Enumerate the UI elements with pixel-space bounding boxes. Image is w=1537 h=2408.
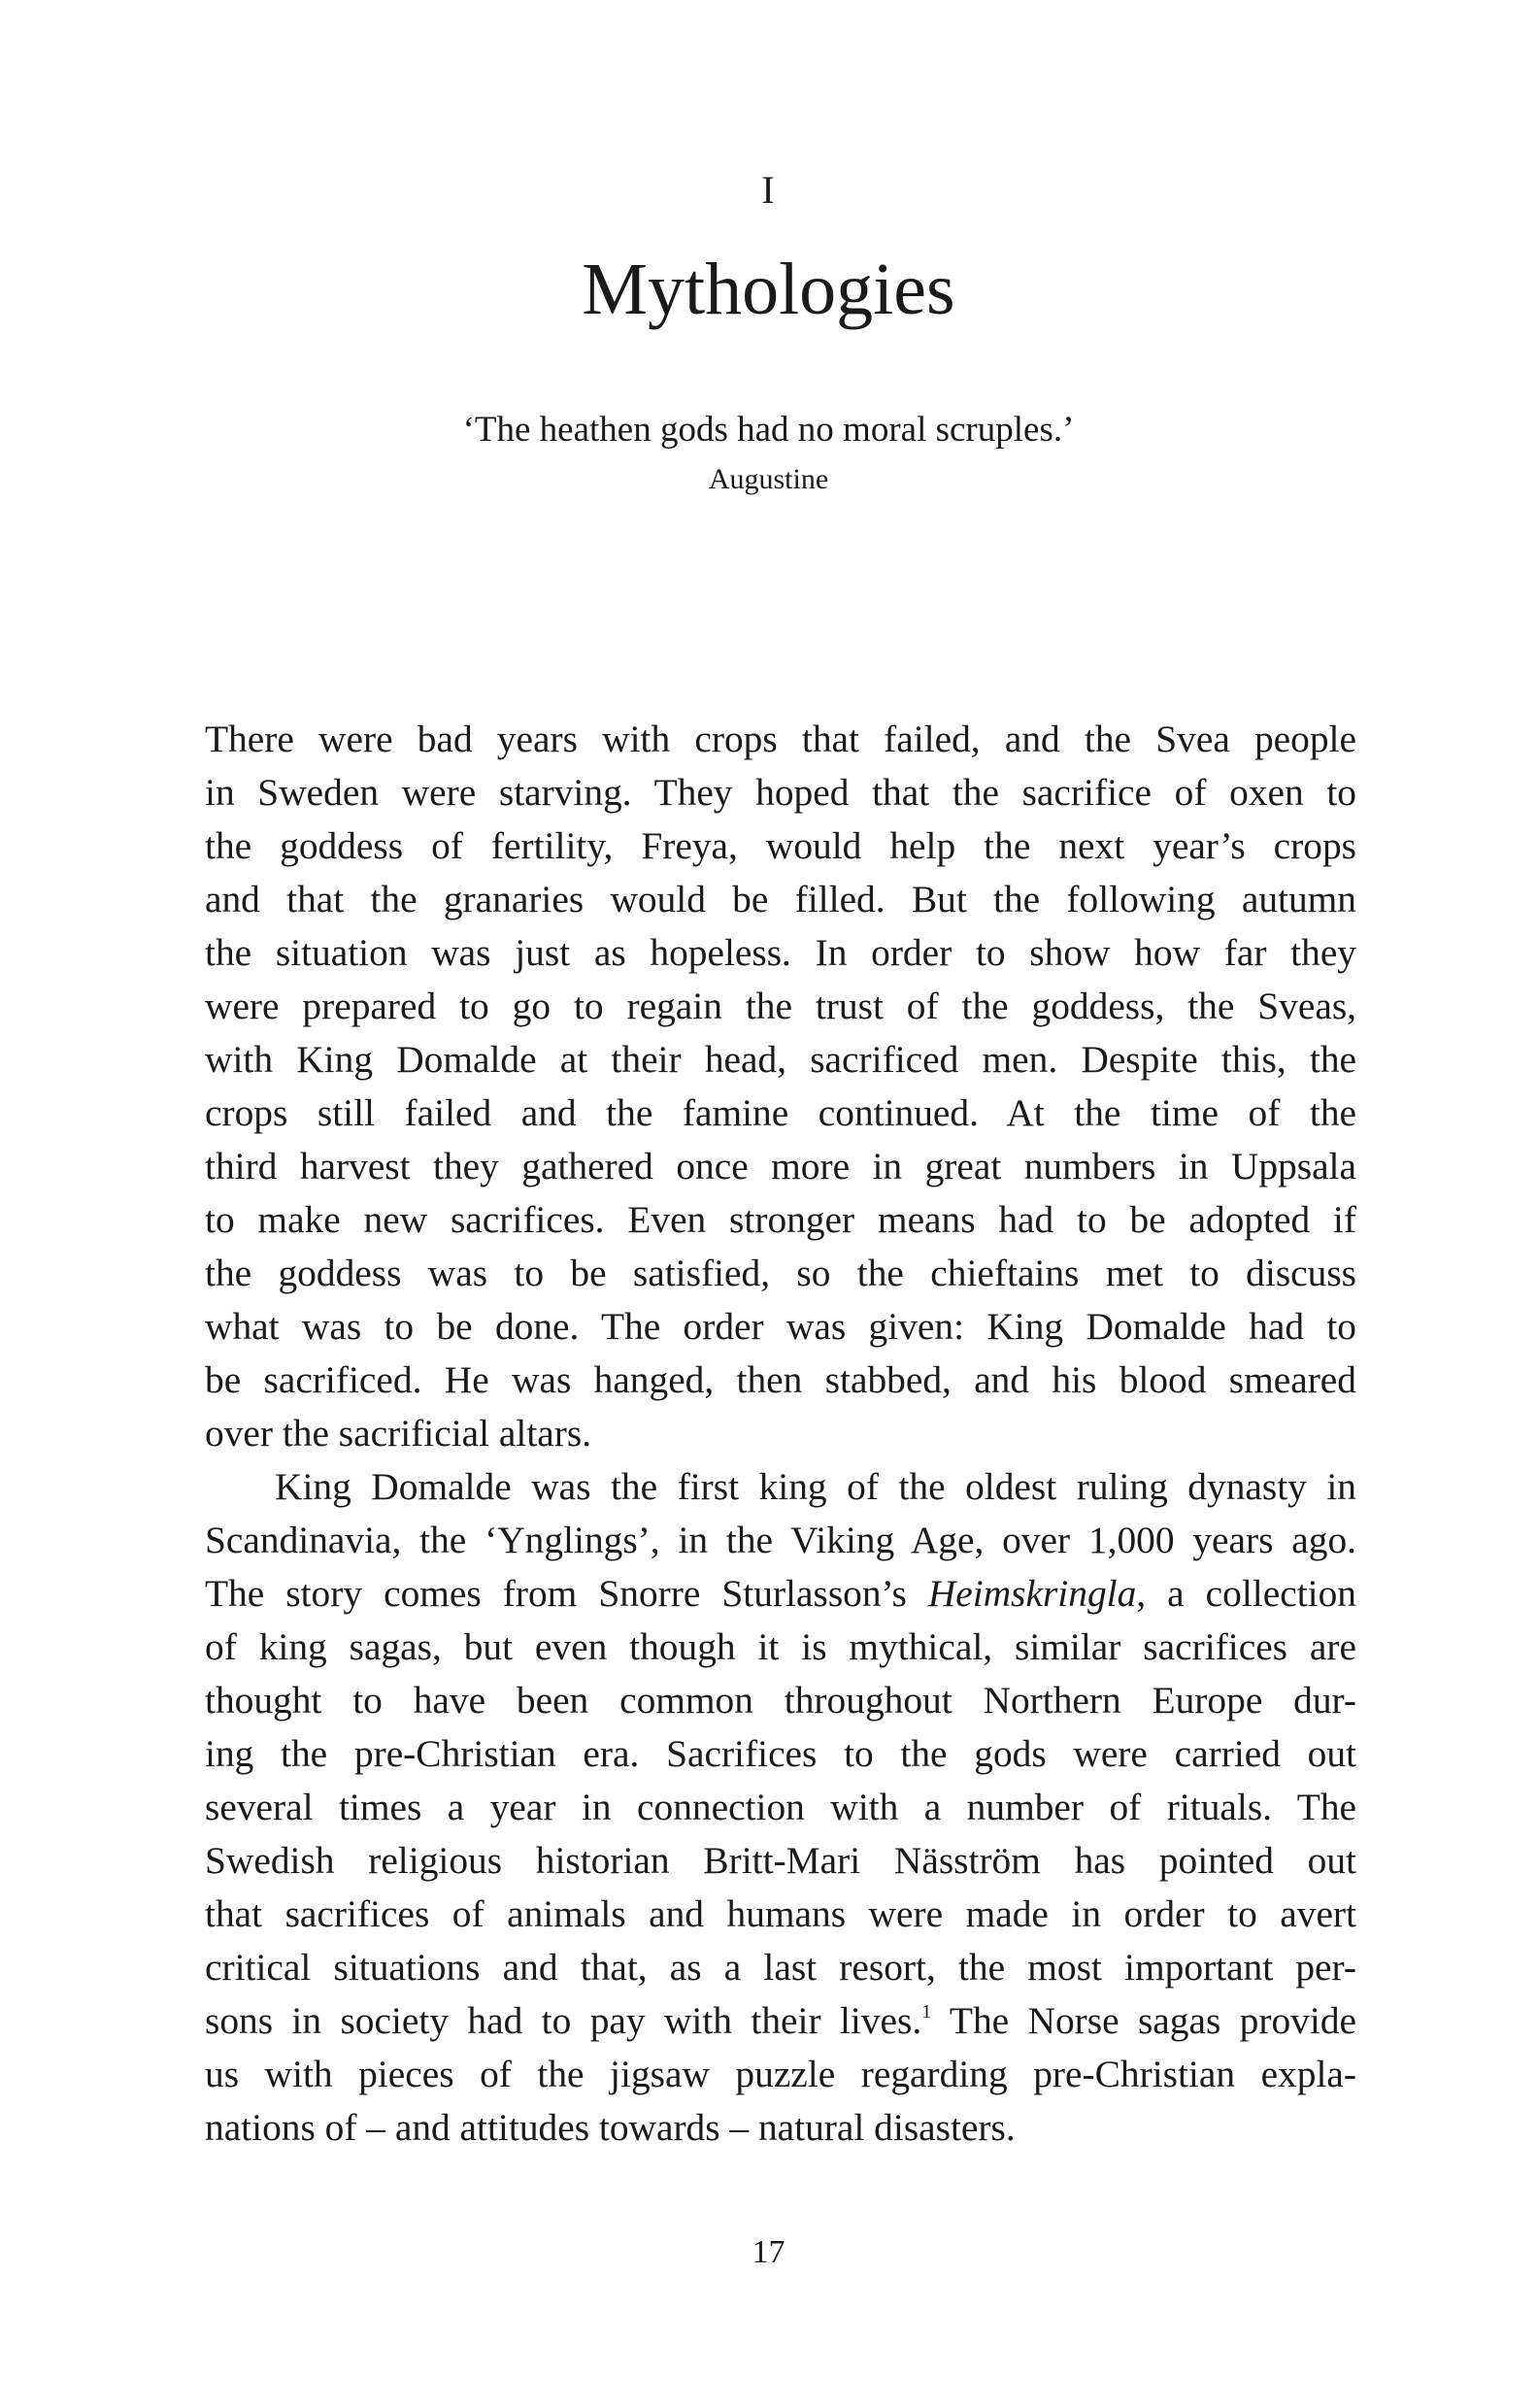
chapter-number: I <box>761 168 776 212</box>
text-line: over the sacrificial altars. <box>205 1412 592 1455</box>
text-line: be sacrificed. He was hanged, then stabbed, and his blood smeared <box>205 1358 1356 1401</box>
text-run: The story comes from Snorre Sturlasson’s <box>205 1572 928 1615</box>
epigraph-source: Augustine <box>708 463 829 495</box>
text-line: that sacrifices of animals and humans were made in order to avert <box>205 1892 1356 1935</box>
text-line: There were bad years with crops that failed, and the Svea people <box>205 718 1356 760</box>
text-line: with King Domalde at their head, sacrificed men. Despite this, the <box>205 1038 1356 1081</box>
text-line: were prepared to go to regain the trust of the goddess, the Sveas, <box>205 985 1356 1027</box>
page-number: 17 <box>752 2234 785 2270</box>
text-line: of king sagas, but even though it is mythical, similar sacrifices are <box>205 1625 1356 1668</box>
text-line: nations of – and attitudes towards – natural disasters. <box>205 2106 1016 2149</box>
paragraph-2 <box>205 1460 1356 2155</box>
text-line: third harvest they gathered once more in great numbers in Uppsala <box>205 1145 1356 1187</box>
text-line: several times a year in connection with a number of rituals. The <box>205 1786 1356 1828</box>
text-run: sons in society had to pay with their lives. <box>205 1999 922 2042</box>
text-line: the situation was just as hopeless. In order to show how far they <box>205 931 1356 974</box>
epigraph-quote: ‘The heathen gods had no moral scruples.’ <box>462 410 1075 450</box>
text-line: critical situations and that, as a last resort, the most important per- <box>205 1946 1356 1989</box>
text-line <box>205 1567 1356 1621</box>
text-line: to make new sacrifices. Even stronger means had to be adopted if <box>205 1198 1356 1241</box>
text-line: Swedish religious historian Britt-Mari Näsström has pointed out <box>205 1839 1356 1882</box>
text-run: , a collection <box>1136 1572 1356 1615</box>
text-line: Scandinavia, the ‘Ynglings’, in the Viking Age, over 1,000 years ago. <box>205 1519 1356 1561</box>
text-line: crops still failed and the famine continued. At the time of the <box>205 1091 1356 1134</box>
text-line: thought to have been common throughout Northern Europe dur- <box>205 1679 1356 1722</box>
text-run: The Norse sagas provide <box>931 1999 1356 2042</box>
text-line: the goddess of fertility, Freya, would help the next year’s crops <box>205 824 1356 867</box>
book-title-heimskringla: Heimskringla <box>927 1572 1137 1615</box>
text-line: in Sweden were starving. They hoped that the sacrifice of oxen to <box>205 771 1356 814</box>
text-line: King Domalde was the first king of the oldest ruling dynasty in <box>275 1465 1356 1508</box>
chapter-title: Mythologies <box>582 249 955 330</box>
text-line <box>205 1994 1356 2048</box>
text-line: and that the granaries would be filled. But the following autumn <box>205 878 1356 920</box>
body-text <box>205 713 1356 2155</box>
text-line: ing the pre-Christian era. Sacrifices to the gods were carried out <box>205 1732 1356 1775</box>
text-line: what was to be done. The order was given: King Domalde had to <box>205 1305 1356 1348</box>
text-line: the goddess was to be satisfied, so the chieftains met to discuss <box>205 1252 1356 1294</box>
paragraph-1 <box>205 713 1356 1460</box>
text-line: us with pieces of the jigsaw puzzle regarding pre-Christian expla- <box>205 2053 1356 2095</box>
footnote-marker[interactable]: 1 <box>921 2001 932 2023</box>
